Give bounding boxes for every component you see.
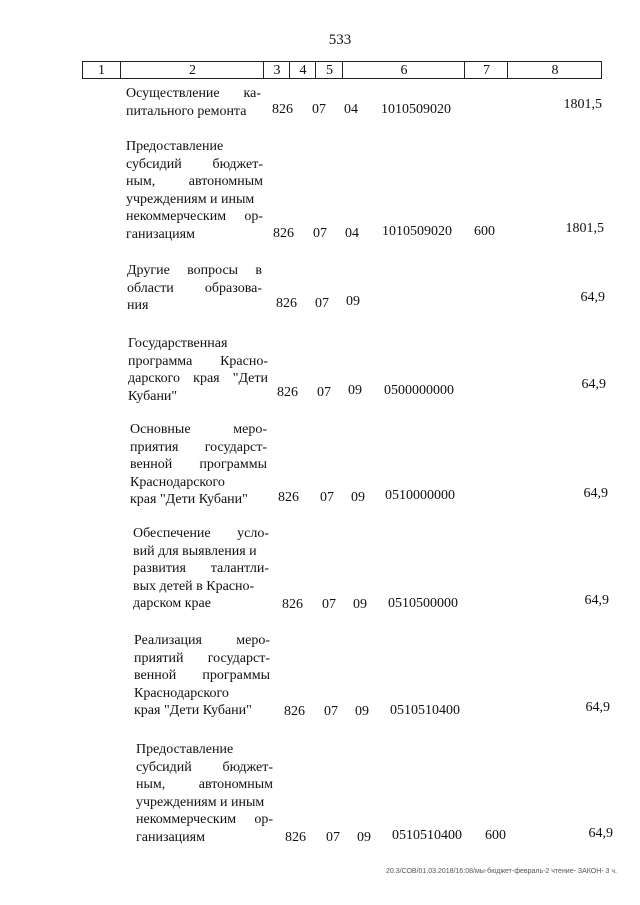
description-word: автономным <box>188 174 263 189</box>
column-header-3: 3 <box>263 62 290 78</box>
description-word: субсидий <box>136 759 192 775</box>
description-word: некоммерческим <box>136 812 237 827</box>
description-line: Предоставление <box>136 742 234 757</box>
cell-section: 07 <box>317 385 331 400</box>
cell-target-article: 0510510400 <box>390 703 460 718</box>
column-header-8: 8 <box>507 62 602 78</box>
description-word: венной <box>134 668 177 683</box>
description-line <box>126 173 263 191</box>
cell-target-article: 0510510400 <box>392 828 462 843</box>
description-line: Государственная <box>128 336 228 351</box>
description-line: края "Дети Кубани" <box>134 703 252 718</box>
description-word: образова- <box>204 280 262 296</box>
description-line: ния <box>127 298 149 313</box>
description-line <box>127 280 262 298</box>
cell-amount: 64,9 <box>585 700 610 715</box>
cell-section: 07 <box>313 226 327 241</box>
description-line <box>136 759 273 777</box>
description-word: программа <box>128 353 193 369</box>
description-line <box>126 208 263 226</box>
cell-target-article: 0510500000 <box>388 596 458 611</box>
cell-subsection: 09 <box>351 490 365 505</box>
description-word: приятия <box>130 439 179 455</box>
description-line <box>136 811 273 829</box>
description-line: Краснодарского <box>130 474 225 490</box>
description-line <box>128 370 268 388</box>
cell-expense-type: 600 <box>474 224 495 239</box>
description-word: Основные <box>130 422 191 437</box>
description-line <box>127 262 262 280</box>
cell-target-article: 1010509020 <box>382 224 452 239</box>
description-line: дарском крае <box>133 596 211 611</box>
cell-ministry-code: 826 <box>272 102 293 117</box>
page-number: 533 <box>328 32 352 48</box>
cell-amount: 64,9 <box>584 593 609 608</box>
cell-amount: 64,9 <box>588 826 613 841</box>
column-header-5: 5 <box>315 62 343 78</box>
description-line: учреждениям и иным <box>136 794 265 810</box>
description-line: края "Дети Кубани" <box>130 492 248 507</box>
cell-ministry-code: 826 <box>277 385 298 400</box>
description-word: ор- <box>254 812 273 827</box>
description-word: меро- <box>236 633 270 648</box>
cell-target-article: 0510000000 <box>385 488 455 503</box>
description-word: государст- <box>204 439 267 455</box>
description-line <box>134 667 270 685</box>
row-description <box>127 262 262 315</box>
description-word: талантли- <box>210 561 269 576</box>
cell-section: 07 <box>312 102 326 117</box>
description-line: ганизациям <box>136 829 205 845</box>
description-line: Предоставление <box>126 139 224 154</box>
cell-subsection: 09 <box>355 704 369 719</box>
cell-subsection: 04 <box>345 226 359 241</box>
description-word: ка- <box>243 86 261 101</box>
description-word: Красно- <box>220 353 268 369</box>
cell-section: 07 <box>322 597 336 612</box>
description-word: области <box>127 280 174 296</box>
description-line <box>126 85 261 103</box>
description-word: венной <box>130 457 173 472</box>
description-word: ным, <box>136 777 166 792</box>
cell-ministry-code: 826 <box>276 296 297 311</box>
row-description <box>130 421 267 509</box>
cell-amount: 64,9 <box>583 486 608 501</box>
description-line <box>130 439 267 457</box>
column-header-row <box>82 61 602 79</box>
cell-ministry-code: 826 <box>284 704 305 719</box>
description-line <box>133 560 269 578</box>
description-line: Краснодарского <box>134 685 229 701</box>
description-word: дарского <box>128 371 181 386</box>
cell-subsection: 09 <box>353 597 367 612</box>
description-word: приятий <box>134 650 184 666</box>
column-header-1: 1 <box>98 63 105 78</box>
cell-section: 07 <box>324 704 338 719</box>
description-word: в <box>255 263 262 278</box>
description-word: ным, <box>126 174 156 189</box>
cell-expense-type: 600 <box>485 828 506 843</box>
cell-ministry-code: 826 <box>285 830 306 845</box>
description-word: Другие <box>127 263 170 278</box>
cell-section: 07 <box>315 296 329 311</box>
description-word: усло- <box>237 526 269 541</box>
cell-amount: 1801,5 <box>563 97 602 112</box>
description-word: программы <box>202 668 270 683</box>
description-line: Кубани" <box>128 388 178 404</box>
cell-ministry-code: 826 <box>282 597 303 612</box>
description-line: ганизациям <box>126 226 195 242</box>
description-word: Осуществление <box>126 86 220 101</box>
column-header-6: 6 <box>342 62 465 78</box>
description-word: государст- <box>207 650 270 666</box>
cell-subsection: 09 <box>348 383 362 398</box>
cell-ministry-code: 826 <box>273 226 294 241</box>
row-description <box>136 741 273 846</box>
description-word: развития <box>133 561 186 576</box>
description-word: бюджет- <box>222 759 273 775</box>
description-line <box>130 421 267 439</box>
cell-amount: 64,9 <box>580 290 605 305</box>
file-path-footer: 20.3/СОВ/01.03.2018/16:08/мы-бюджет-февраль-2 чтение- ЗАКОН- 3 ч. <box>386 868 617 875</box>
description-line <box>126 156 263 174</box>
description-line: вых детей в Красно- <box>133 578 255 594</box>
row-description <box>134 632 270 720</box>
description-line <box>136 776 273 794</box>
cell-amount: 64,9 <box>581 377 606 392</box>
description-line <box>134 650 270 668</box>
cell-subsection: 09 <box>346 294 360 309</box>
cell-section: 07 <box>326 830 340 845</box>
cell-target-article: 1010509020 <box>381 102 451 117</box>
description-line <box>130 456 267 474</box>
description-word: некоммерческим <box>126 209 227 224</box>
cell-subsection: 04 <box>344 102 358 117</box>
row-description <box>133 525 269 613</box>
description-word: автономным <box>198 777 273 792</box>
description-word: Реализация <box>134 633 202 648</box>
description-line <box>128 353 268 371</box>
description-line: питального ремонта <box>126 103 247 119</box>
description-word: бюджет- <box>212 156 263 172</box>
cell-section: 07 <box>320 490 334 505</box>
row-description <box>128 335 268 405</box>
description-word: вопросы <box>187 263 239 278</box>
description-word: меро- <box>233 422 267 437</box>
column-header-7: 7 <box>464 62 508 78</box>
description-word: края <box>193 371 220 386</box>
description-line: учреждениям и иным <box>126 191 255 207</box>
row-description <box>126 85 261 120</box>
description-line <box>134 632 270 650</box>
cell-ministry-code: 826 <box>278 490 299 505</box>
description-word: программы <box>199 457 267 472</box>
cell-amount: 1801,5 <box>565 221 604 236</box>
description-line <box>133 525 269 543</box>
cell-subsection: 09 <box>357 830 371 845</box>
description-word: ор- <box>244 209 263 224</box>
column-header-4: 4 <box>289 62 316 78</box>
description-word: "Дети <box>232 371 268 386</box>
row-description <box>126 138 263 243</box>
cell-target-article: 0500000000 <box>384 383 454 398</box>
description-line: вий для выявления и <box>133 543 257 559</box>
description-word: Обеспечение <box>133 526 211 541</box>
description-word: субсидий <box>126 156 182 172</box>
column-header-2: 2 <box>120 62 264 78</box>
